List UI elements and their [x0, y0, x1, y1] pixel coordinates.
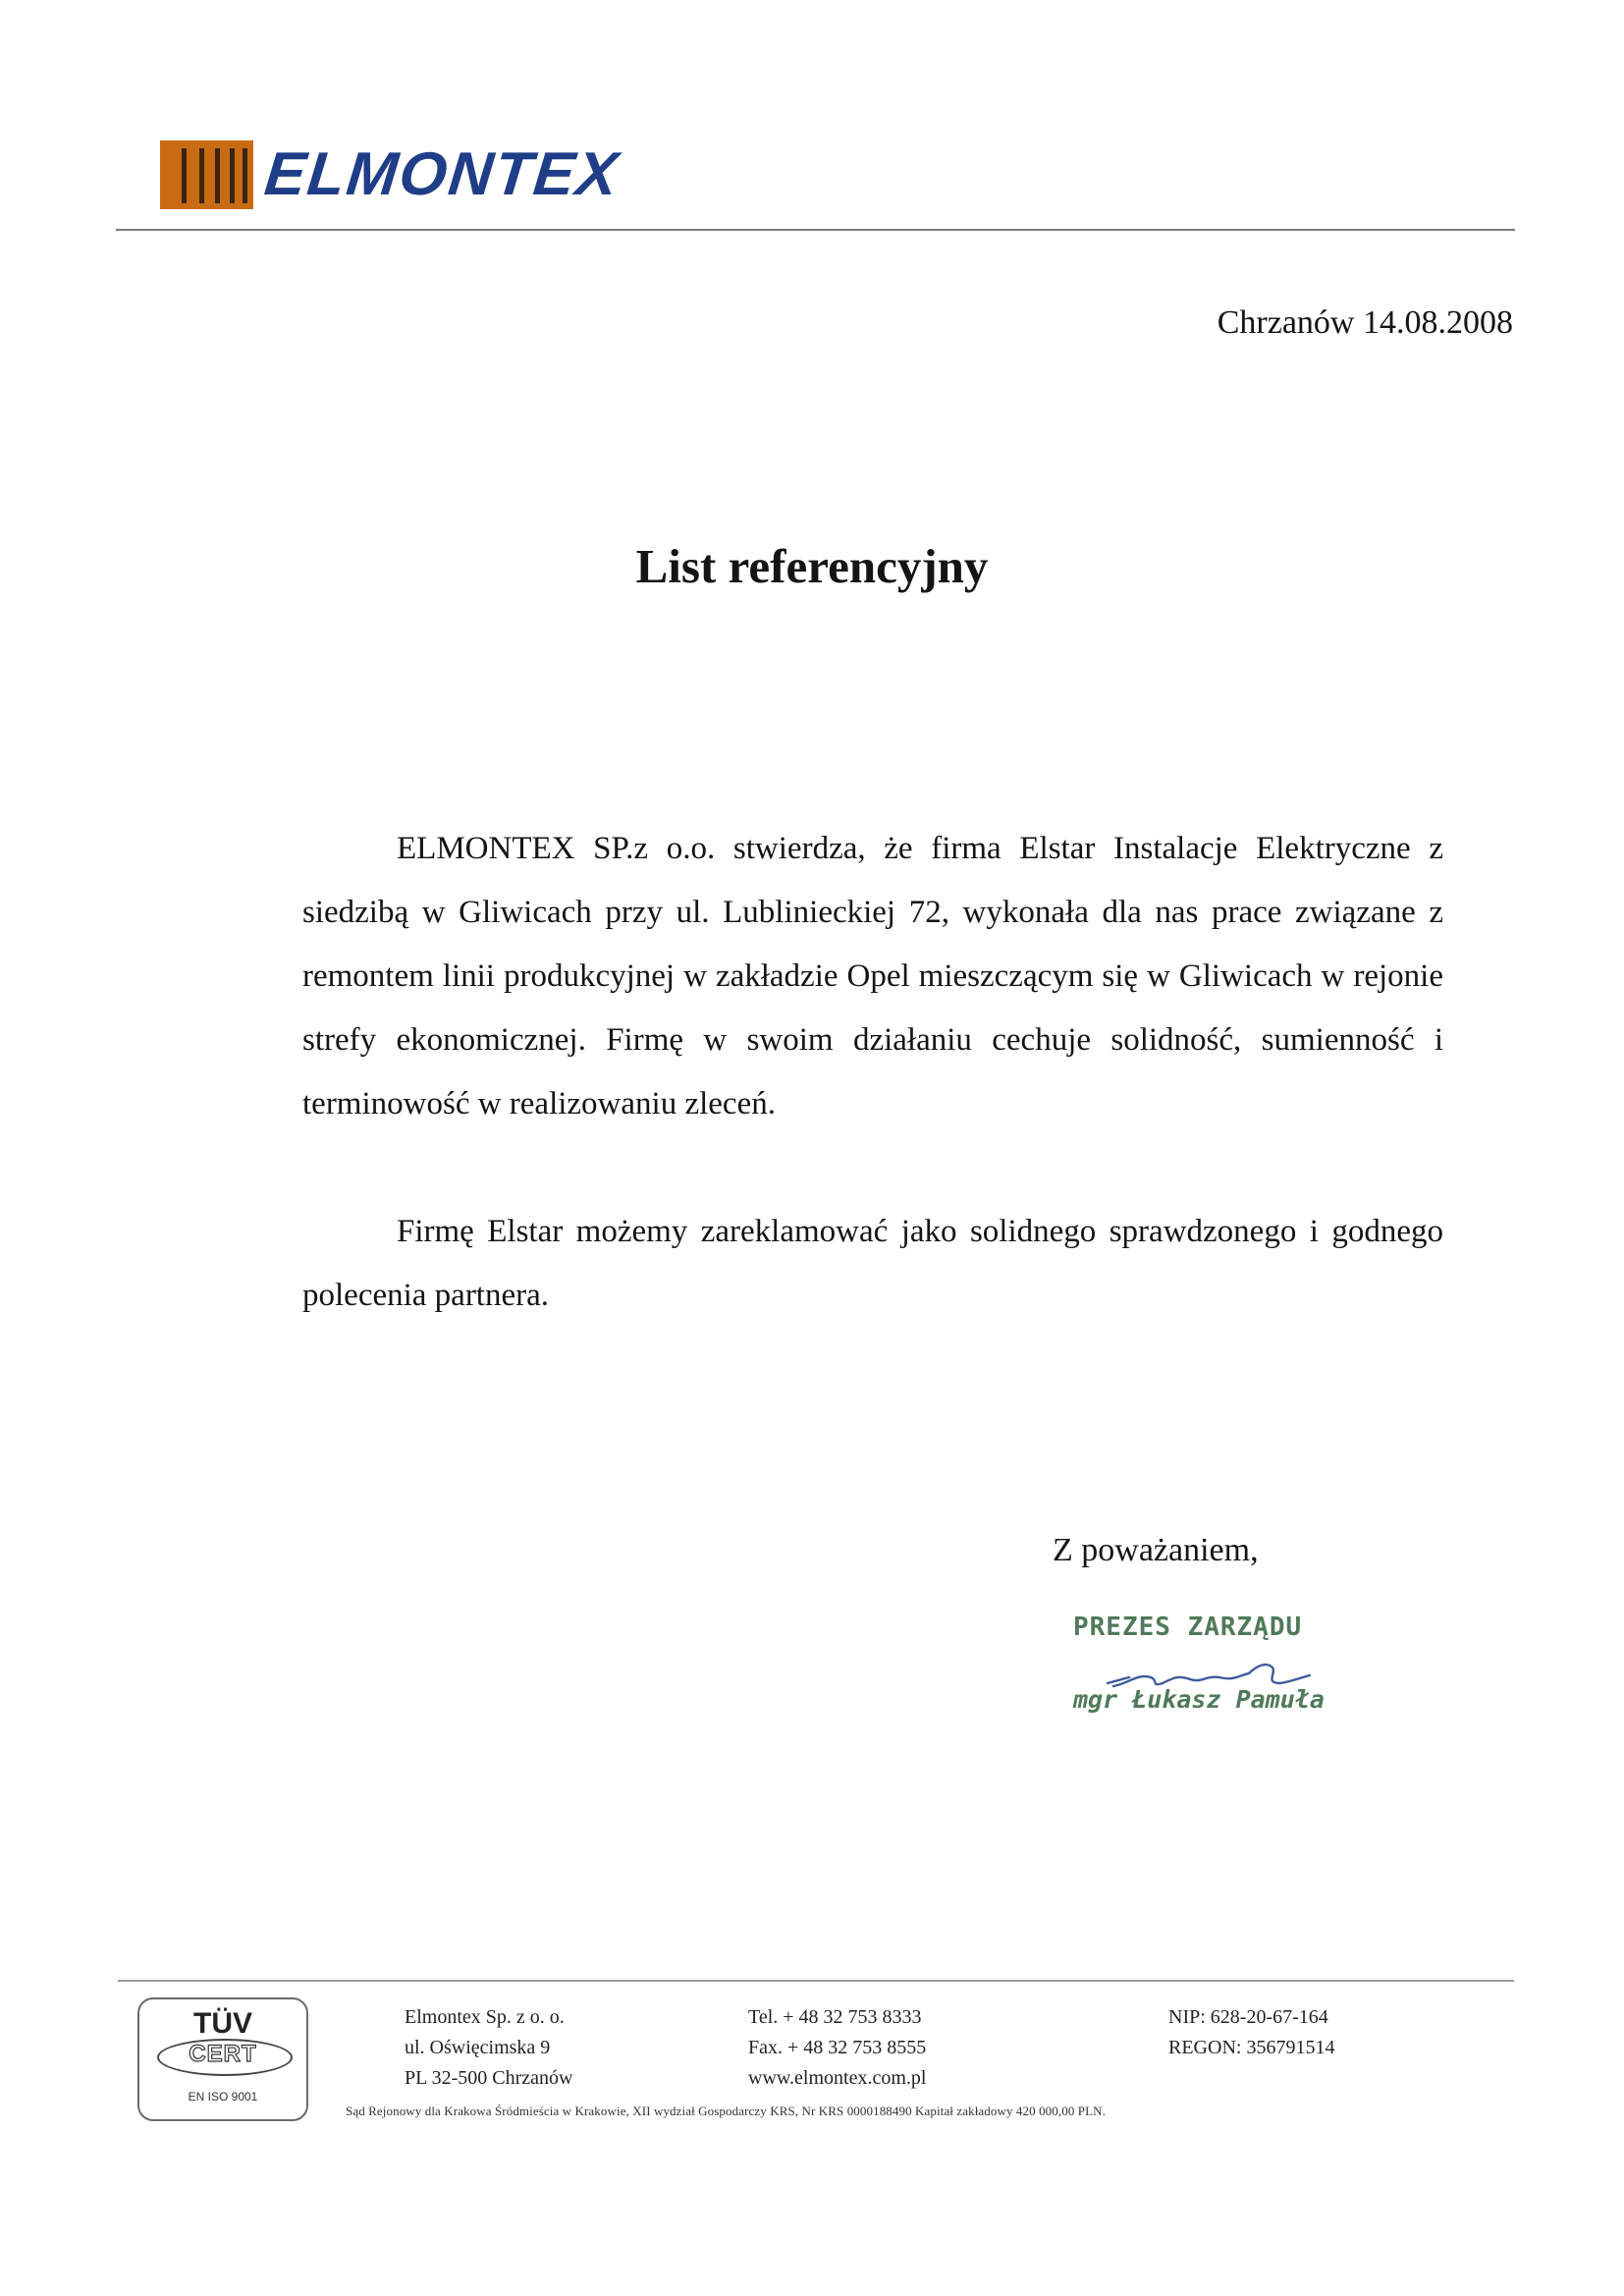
- court-registry-note: Sąd Rejonowy dla Krakowa Śródmieścia w Krakowie, XII wydział Gospodarczy KRS, Nr KRS 0000188490 Kapitał zakładowy 420 000,00 PLN.: [346, 2104, 1106, 2118]
- logo-text: ELMONTEX: [261, 140, 623, 208]
- iso-standard: EN ISO 9001: [188, 2090, 258, 2104]
- letter-title: List referencyjny: [635, 539, 989, 593]
- footer-ids: [1168, 2002, 1334, 2063]
- stamp-title: PREZES ZARZĄDU: [1073, 1613, 1303, 1642]
- logo-bars-icon: [160, 140, 253, 209]
- fax: Fax. + 48 32 753 8555: [748, 2037, 927, 2058]
- header-divider: [116, 229, 1515, 231]
- tuv-text: TÜV: [193, 2007, 252, 2040]
- handwritten-signature: [1100, 1654, 1345, 1699]
- tuv-cert-logo: [137, 1997, 308, 2121]
- nip: NIP: 628-20-67-164: [1168, 2006, 1328, 2028]
- address-line: Elmontex Sp. z o. o.: [405, 2006, 565, 2028]
- body-paragraph-1: ELMONTEX SP.z o.o. stwierdza, że firma Elstar Instalacje Elektryczne z siedzibą w Gliwicach przy ul. Lublinieckiej 72, wykonała dla nas prace związane z remontem linii produkcyjnej w zakładzie Opel mieszczącym się w Gliwicach w rejonie strefy ekonomicznej. Firmę w swoim działaniu cechuje solidność, sumienność i terminowość w realizowaniu zleceń.: [302, 831, 1443, 1121]
- footer-divider: [118, 1980, 1514, 1982]
- company-logo: [160, 137, 623, 212]
- letter-date: Chrzanów 14.08.2008: [1217, 304, 1513, 341]
- website-link[interactable]: www.elmontex.com.pl: [748, 2067, 927, 2089]
- address-line: PL 32-500 Chrzanów: [405, 2067, 573, 2089]
- phone: Tel. + 48 32 753 8333: [748, 2006, 922, 2028]
- stamp-name: mgr Łukasz Pamuła: [1073, 1685, 1325, 1714]
- address-line: ul. Oświęcimska 9: [405, 2037, 551, 2058]
- footer-address: [405, 2002, 572, 2094]
- footer-contact: [748, 2002, 926, 2094]
- body-paragraph-2: Firmę Elstar możemy zareklamować jako solidnego sprawdzonego i godnego polecenia partnera.: [302, 1214, 1443, 1313]
- cert-text: CERT: [189, 2041, 257, 2067]
- regon: REGON: 356791514: [1168, 2037, 1335, 2058]
- closing-salutation: Z poważaniem,: [1053, 1532, 1259, 1568]
